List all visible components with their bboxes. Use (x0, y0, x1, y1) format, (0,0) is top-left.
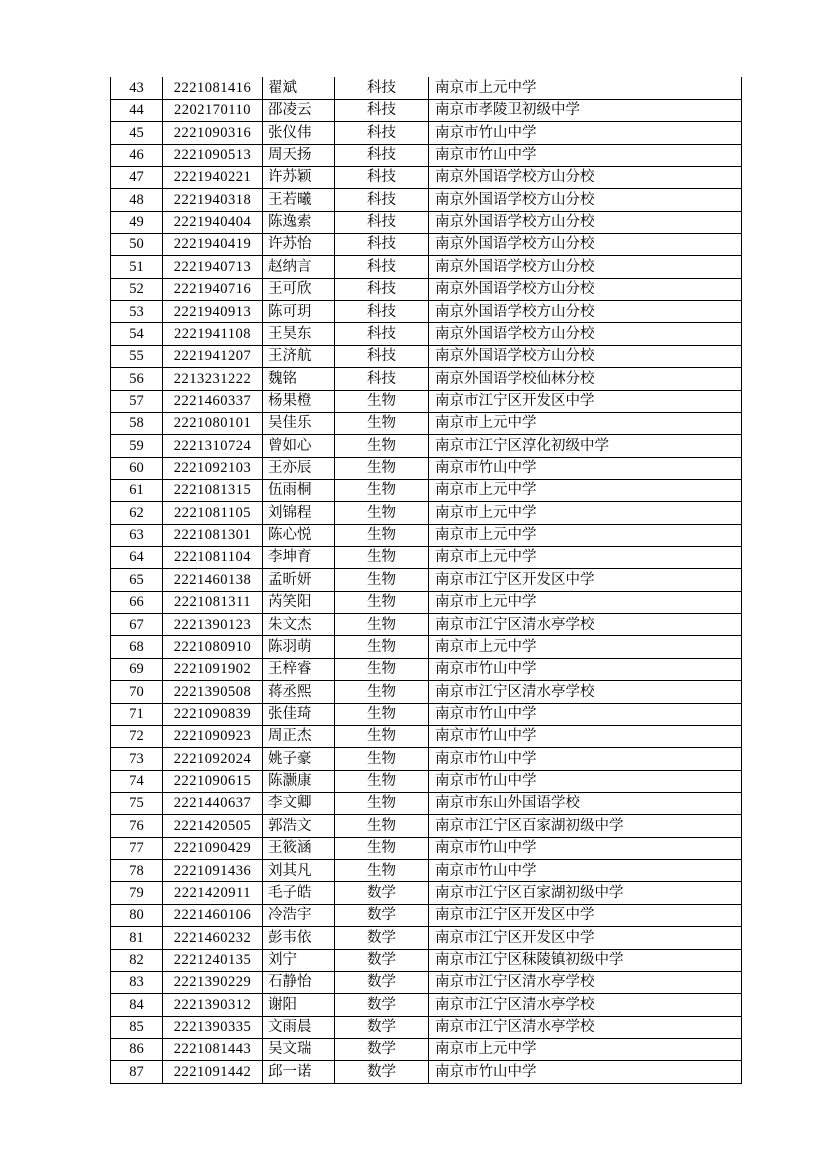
cell-student-name: 许苏颖 (263, 166, 335, 188)
table-row (111, 725, 742, 747)
cell-school: 南京市竹山中学 (429, 1061, 742, 1083)
cell-row-number: 84 (111, 994, 163, 1016)
cell-school: 南京市上元中学 (429, 591, 742, 613)
cell-school: 南京市竹山中学 (429, 658, 742, 680)
cell-school: 南京外国语学校方山分校 (429, 211, 742, 233)
cell-student-id: 2221081315 (163, 479, 263, 501)
cell-school: 南京市竹山中学 (429, 457, 742, 479)
cell-student-id: 2221940913 (163, 301, 263, 323)
table-row (111, 904, 742, 926)
cell-school: 南京市江宁区开发区中学 (429, 390, 742, 412)
cell-subject: 生物 (335, 390, 429, 412)
table-row (111, 211, 742, 233)
table-row (111, 278, 742, 300)
cell-student-id: 2221940318 (163, 189, 263, 211)
cell-student-id: 2221390229 (163, 971, 263, 993)
cell-row-number: 46 (111, 144, 163, 166)
cell-student-name: 陈灏康 (263, 770, 335, 792)
cell-student-name: 张仪伟 (263, 122, 335, 144)
table-row (111, 971, 742, 993)
cell-student-name: 刘其凡 (263, 860, 335, 882)
cell-subject: 生物 (335, 479, 429, 501)
cell-student-id: 2221092024 (163, 748, 263, 770)
cell-student-name: 周正杰 (263, 725, 335, 747)
cell-row-number: 66 (111, 591, 163, 613)
cell-student-name: 陈羽萌 (263, 636, 335, 658)
cell-subject: 科技 (335, 211, 429, 233)
cell-student-id: 2221080910 (163, 636, 263, 658)
cell-student-name: 邱一诺 (263, 1061, 335, 1083)
cell-student-id: 2221240135 (163, 949, 263, 971)
cell-subject: 生物 (335, 569, 429, 591)
cell-row-number: 68 (111, 636, 163, 658)
cell-subject: 生物 (335, 815, 429, 837)
cell-student-name: 文雨晨 (263, 1016, 335, 1038)
cell-student-id: 2221390123 (163, 614, 263, 636)
table-row (111, 122, 742, 144)
cell-student-name: 翟斌 (263, 77, 335, 99)
cell-student-name: 陈可玥 (263, 301, 335, 323)
cell-subject: 生物 (335, 725, 429, 747)
cell-subject: 数学 (335, 1038, 429, 1060)
cell-student-id: 2221940221 (163, 166, 263, 188)
cell-school: 南京外国语学校方山分校 (429, 256, 742, 278)
cell-subject: 生物 (335, 457, 429, 479)
cell-row-number: 48 (111, 189, 163, 211)
cell-school: 南京市江宁区淳化初级中学 (429, 435, 742, 457)
table-row (111, 345, 742, 367)
cell-subject: 数学 (335, 1061, 429, 1083)
cell-subject: 科技 (335, 256, 429, 278)
cell-student-name: 彭韦依 (263, 927, 335, 949)
table-row (111, 479, 742, 501)
cell-school: 南京市竹山中学 (429, 770, 742, 792)
table-row (111, 1038, 742, 1060)
cell-row-number: 60 (111, 457, 163, 479)
cell-student-id: 2221460337 (163, 390, 263, 412)
cell-subject: 科技 (335, 189, 429, 211)
cell-school: 南京市上元中学 (429, 479, 742, 501)
cell-school: 南京市竹山中学 (429, 748, 742, 770)
cell-student-id: 2221081301 (163, 524, 263, 546)
cell-student-name: 刘锦程 (263, 502, 335, 524)
cell-student-id: 2202170110 (163, 99, 263, 121)
cell-student-id: 2221081104 (163, 547, 263, 569)
cell-subject: 科技 (335, 278, 429, 300)
table-row (111, 591, 742, 613)
cell-row-number: 63 (111, 524, 163, 546)
cell-subject: 科技 (335, 345, 429, 367)
cell-student-name: 芮笑阳 (263, 591, 335, 613)
cell-school: 南京外国语学校方山分校 (429, 345, 742, 367)
cell-student-id: 2221090316 (163, 122, 263, 144)
cell-student-id: 2221390335 (163, 1016, 263, 1038)
cell-student-name: 张佳琦 (263, 703, 335, 725)
cell-row-number: 54 (111, 323, 163, 345)
cell-subject: 科技 (335, 99, 429, 121)
cell-row-number: 49 (111, 211, 163, 233)
cell-student-id: 2221090513 (163, 144, 263, 166)
cell-row-number: 73 (111, 748, 163, 770)
cell-student-id: 2221310724 (163, 435, 263, 457)
cell-student-id: 2221390312 (163, 994, 263, 1016)
cell-student-name: 曾如心 (263, 435, 335, 457)
cell-row-number: 70 (111, 681, 163, 703)
table-row (111, 837, 742, 859)
cell-school: 南京市江宁区清水亭学校 (429, 994, 742, 1016)
cell-school: 南京市竹山中学 (429, 860, 742, 882)
student-roster-table (110, 77, 742, 1084)
table-row (111, 770, 742, 792)
cell-student-id: 2221090923 (163, 725, 263, 747)
cell-student-name: 毛子皓 (263, 882, 335, 904)
cell-student-name: 王可欣 (263, 278, 335, 300)
cell-school: 南京市江宁区开发区中学 (429, 904, 742, 926)
cell-student-name: 陈逸索 (263, 211, 335, 233)
cell-subject: 数学 (335, 949, 429, 971)
cell-row-number: 69 (111, 658, 163, 680)
cell-row-number: 87 (111, 1061, 163, 1083)
cell-school: 南京外国语学校方山分校 (429, 278, 742, 300)
table-row (111, 368, 742, 390)
table-row (111, 927, 742, 949)
table-row (111, 412, 742, 434)
cell-school: 南京市江宁区百家湖初级中学 (429, 882, 742, 904)
cell-student-name: 王筱涵 (263, 837, 335, 859)
cell-school: 南京外国语学校方山分校 (429, 166, 742, 188)
table-row (111, 703, 742, 725)
cell-subject: 科技 (335, 323, 429, 345)
table-row (111, 547, 742, 569)
cell-student-id: 2213231222 (163, 368, 263, 390)
cell-school: 南京外国语学校方山分校 (429, 234, 742, 256)
cell-school: 南京市竹山中学 (429, 144, 742, 166)
table-row (111, 1061, 742, 1083)
cell-student-id: 2221081416 (163, 77, 263, 99)
cell-student-name: 邵凌云 (263, 99, 335, 121)
table-row (111, 793, 742, 815)
table-row (111, 681, 742, 703)
cell-student-name: 姚子豪 (263, 748, 335, 770)
cell-subject: 生物 (335, 547, 429, 569)
cell-row-number: 80 (111, 904, 163, 926)
cell-subject: 生物 (335, 793, 429, 815)
cell-row-number: 71 (111, 703, 163, 725)
cell-row-number: 82 (111, 949, 163, 971)
cell-subject: 科技 (335, 122, 429, 144)
cell-student-id: 2221420911 (163, 882, 263, 904)
table-row (111, 748, 742, 770)
cell-row-number: 62 (111, 502, 163, 524)
cell-subject: 生物 (335, 703, 429, 725)
cell-school: 南京市江宁区清水亭学校 (429, 1016, 742, 1038)
table-row (111, 502, 742, 524)
cell-subject: 数学 (335, 927, 429, 949)
cell-subject: 生物 (335, 591, 429, 613)
cell-row-number: 81 (111, 927, 163, 949)
cell-subject: 数学 (335, 1016, 429, 1038)
cell-school: 南京市竹山中学 (429, 725, 742, 747)
cell-subject: 科技 (335, 77, 429, 99)
cell-row-number: 65 (111, 569, 163, 591)
cell-student-name: 郭浩文 (263, 815, 335, 837)
cell-student-name: 孟昕妍 (263, 569, 335, 591)
cell-school: 南京市上元中学 (429, 524, 742, 546)
cell-subject: 科技 (335, 368, 429, 390)
cell-student-id: 2221940716 (163, 278, 263, 300)
cell-subject: 生物 (335, 860, 429, 882)
table-row (111, 144, 742, 166)
table-row (111, 1016, 742, 1038)
table-row (111, 99, 742, 121)
cell-subject: 科技 (335, 234, 429, 256)
cell-row-number: 55 (111, 345, 163, 367)
cell-student-id: 2221091442 (163, 1061, 263, 1083)
cell-student-name: 王若曦 (263, 189, 335, 211)
cell-student-name: 魏铭 (263, 368, 335, 390)
table-row (111, 166, 742, 188)
cell-student-id: 2221080101 (163, 412, 263, 434)
cell-school: 南京市江宁区开发区中学 (429, 927, 742, 949)
cell-school: 南京市江宁区清水亭学校 (429, 971, 742, 993)
table-row (111, 569, 742, 591)
cell-row-number: 61 (111, 479, 163, 501)
cell-student-name: 王昊东 (263, 323, 335, 345)
cell-row-number: 77 (111, 837, 163, 859)
cell-student-name: 周天扬 (263, 144, 335, 166)
cell-row-number: 56 (111, 368, 163, 390)
cell-school: 南京市上元中学 (429, 636, 742, 658)
cell-student-name: 王梓睿 (263, 658, 335, 680)
cell-subject: 数学 (335, 882, 429, 904)
table-row (111, 234, 742, 256)
cell-student-name: 蒋丞熙 (263, 681, 335, 703)
cell-school: 南京市上元中学 (429, 412, 742, 434)
cell-row-number: 52 (111, 278, 163, 300)
cell-school: 南京市江宁区清水亭学校 (429, 681, 742, 703)
cell-subject: 生物 (335, 435, 429, 457)
cell-school: 南京市江宁区开发区中学 (429, 569, 742, 591)
table-row (111, 524, 742, 546)
cell-row-number: 79 (111, 882, 163, 904)
cell-row-number: 51 (111, 256, 163, 278)
table-row (111, 390, 742, 412)
cell-subject: 生物 (335, 748, 429, 770)
cell-row-number: 85 (111, 1016, 163, 1038)
cell-subject: 生物 (335, 502, 429, 524)
cell-row-number: 74 (111, 770, 163, 792)
cell-student-name: 王亦辰 (263, 457, 335, 479)
cell-subject: 生物 (335, 412, 429, 434)
cell-student-name: 朱文杰 (263, 614, 335, 636)
cell-row-number: 75 (111, 793, 163, 815)
cell-subject: 科技 (335, 301, 429, 323)
cell-subject: 生物 (335, 524, 429, 546)
cell-student-id: 2221092103 (163, 457, 263, 479)
cell-student-name: 吴佳乐 (263, 412, 335, 434)
cell-student-id: 2221081105 (163, 502, 263, 524)
table-row (111, 815, 742, 837)
table-row (111, 658, 742, 680)
cell-student-id: 2221081311 (163, 591, 263, 613)
cell-row-number: 43 (111, 77, 163, 99)
table-row (111, 323, 742, 345)
cell-school: 南京外国语学校方山分校 (429, 323, 742, 345)
cell-student-name: 陈心悦 (263, 524, 335, 546)
table-row (111, 77, 742, 99)
roster-table-body (111, 77, 742, 1083)
cell-student-name: 刘宁 (263, 949, 335, 971)
cell-student-name: 伍雨桐 (263, 479, 335, 501)
cell-student-id: 2221420505 (163, 815, 263, 837)
cell-row-number: 44 (111, 99, 163, 121)
cell-row-number: 78 (111, 860, 163, 882)
cell-student-name: 李文卿 (263, 793, 335, 815)
table-row (111, 614, 742, 636)
cell-student-id: 2221440637 (163, 793, 263, 815)
cell-student-name: 杨果橙 (263, 390, 335, 412)
cell-student-id: 2221940404 (163, 211, 263, 233)
cell-school: 南京市江宁区秣陵镇初级中学 (429, 949, 742, 971)
cell-row-number: 83 (111, 971, 163, 993)
cell-school: 南京市东山外国语学校 (429, 793, 742, 815)
table-row (111, 301, 742, 323)
cell-row-number: 76 (111, 815, 163, 837)
cell-school: 南京外国语学校方山分校 (429, 301, 742, 323)
cell-student-name: 谢阳 (263, 994, 335, 1016)
cell-student-id: 2221091436 (163, 860, 263, 882)
cell-subject: 生物 (335, 636, 429, 658)
table-row (111, 435, 742, 457)
cell-subject: 生物 (335, 770, 429, 792)
cell-student-name: 王济航 (263, 345, 335, 367)
cell-school: 南京市上元中学 (429, 502, 742, 524)
table-row (111, 457, 742, 479)
cell-student-id: 2221460106 (163, 904, 263, 926)
cell-school: 南京市竹山中学 (429, 703, 742, 725)
cell-student-id: 2221081443 (163, 1038, 263, 1060)
table-row (111, 882, 742, 904)
cell-row-number: 67 (111, 614, 163, 636)
cell-row-number: 72 (111, 725, 163, 747)
cell-student-id: 2221390508 (163, 681, 263, 703)
cell-school: 南京市上元中学 (429, 77, 742, 99)
cell-student-id: 2221941108 (163, 323, 263, 345)
cell-row-number: 86 (111, 1038, 163, 1060)
cell-subject: 数学 (335, 994, 429, 1016)
cell-student-id: 2221940713 (163, 256, 263, 278)
cell-subject: 生物 (335, 681, 429, 703)
cell-student-name: 许苏怡 (263, 234, 335, 256)
cell-student-name: 冷浩宇 (263, 904, 335, 926)
cell-school: 南京市上元中学 (429, 1038, 742, 1060)
cell-row-number: 58 (111, 412, 163, 434)
cell-student-id: 2221941207 (163, 345, 263, 367)
cell-subject: 生物 (335, 614, 429, 636)
cell-student-name: 李坤育 (263, 547, 335, 569)
cell-student-id: 2221090839 (163, 703, 263, 725)
cell-subject: 科技 (335, 144, 429, 166)
cell-school: 南京市竹山中学 (429, 837, 742, 859)
cell-school: 南京市上元中学 (429, 547, 742, 569)
cell-school: 南京外国语学校方山分校 (429, 189, 742, 211)
cell-school: 南京外国语学校仙林分校 (429, 368, 742, 390)
cell-row-number: 45 (111, 122, 163, 144)
table-row (111, 636, 742, 658)
cell-subject: 数学 (335, 904, 429, 926)
cell-student-id: 2221460138 (163, 569, 263, 591)
cell-student-name: 石静怡 (263, 971, 335, 993)
cell-school: 南京市竹山中学 (429, 122, 742, 144)
table-row (111, 994, 742, 1016)
cell-row-number: 50 (111, 234, 163, 256)
cell-school: 南京市江宁区百家湖初级中学 (429, 815, 742, 837)
cell-student-name: 吴文瑞 (263, 1038, 335, 1060)
cell-subject: 生物 (335, 837, 429, 859)
cell-student-id: 2221940419 (163, 234, 263, 256)
cell-student-id: 2221090615 (163, 770, 263, 792)
cell-row-number: 47 (111, 166, 163, 188)
cell-student-id: 2221460232 (163, 927, 263, 949)
cell-student-id: 2221091902 (163, 658, 263, 680)
cell-row-number: 64 (111, 547, 163, 569)
table-row (111, 256, 742, 278)
cell-subject: 科技 (335, 166, 429, 188)
cell-student-name: 赵纳言 (263, 256, 335, 278)
cell-row-number: 57 (111, 390, 163, 412)
table-row (111, 860, 742, 882)
table-row (111, 949, 742, 971)
cell-row-number: 59 (111, 435, 163, 457)
cell-row-number: 53 (111, 301, 163, 323)
cell-school: 南京市孝陵卫初级中学 (429, 99, 742, 121)
cell-student-id: 2221090429 (163, 837, 263, 859)
table-row (111, 189, 742, 211)
cell-subject: 数学 (335, 971, 429, 993)
cell-school: 南京市江宁区清水亭学校 (429, 614, 742, 636)
cell-subject: 生物 (335, 658, 429, 680)
